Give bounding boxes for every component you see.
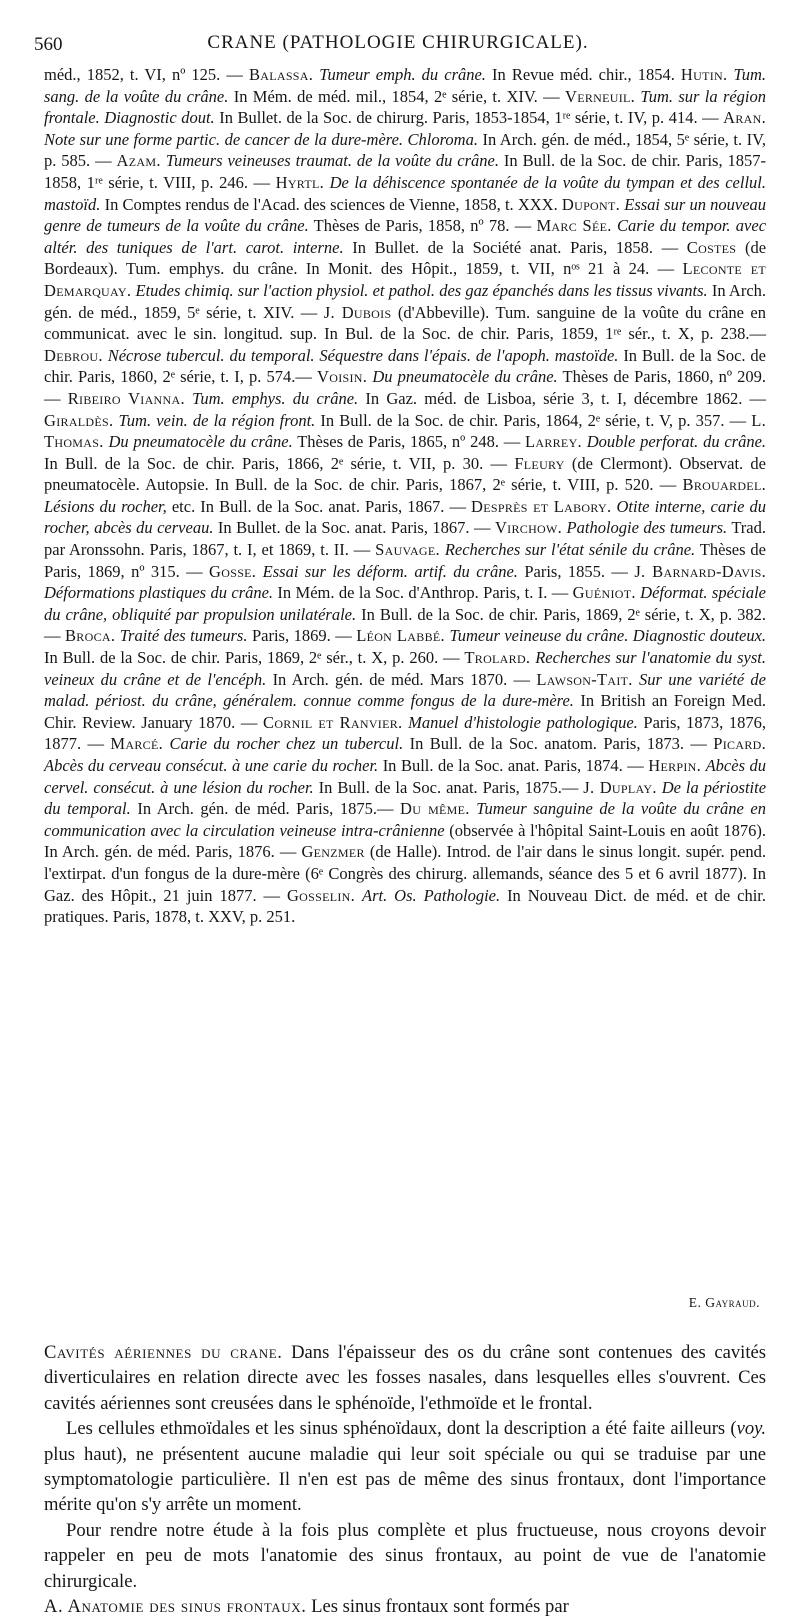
entry-author: Hutin. (680, 65, 728, 84)
entry-author: Marcé. (110, 734, 164, 754)
entry-title: Lésions du rocher, (44, 496, 167, 516)
entry-source: In Comptes rendus de l'Acad. des sciences de Vienne, 1858, t. XXX. (104, 194, 562, 214)
entry-source: In Bull. de la Soc. anat. Paris, 1874. — (382, 756, 649, 775)
entry-source: In Bull. de la Soc. de chir. Paris, 1860, 2ᵉ série, t. I, p. 574.— (44, 345, 766, 387)
entry-source: Thèses de Paris, 1860, nº 209. — (44, 367, 766, 408)
entry-source: In Bull. de la Soc. de chir. Paris, 1864, 2ᵉ série, t. V, p. 357. — (320, 410, 752, 430)
entry-source: In Bullet. de la Soc. anat. Paris, 1867. — (217, 518, 495, 538)
entry-source: (de Halle). Introd. de l'air dans le sinus longit. supér. pend. l'extirpat. d'un fongus de la dure-mère (6ᵉ Congrès des chirurg. allemands, séance des 5 et 6 avril 1877). In Gaz. des Hôpit., 21 juin 1877. — (44, 842, 767, 905)
main-text (44, 1340, 766, 1619)
entry-author: Giraldès. (44, 410, 114, 430)
entry-source: In Mém. de méd. mil., 1854, 2ᵉ série, t. XIV. — (233, 86, 565, 106)
entry-title: Abcès du cervel. consécut. à une lésion du rocher. (44, 756, 766, 797)
entry-author: Genzmer (301, 842, 365, 862)
entry-title: Abcès du cerveau consécut. à une carie du rocher. (44, 756, 379, 775)
entry-source: In Arch. gén. de méd., 1854, 5ᵉ série, t. IV, p. 585. — (44, 129, 767, 171)
entry-prefix: méd., 1852, t. VI, nº 125. — (44, 65, 249, 84)
entry-author: Azam. (116, 151, 161, 171)
entry-source: In Arch. gén. de méd., 1859, 5ᵉ série, t. XIV. — (44, 280, 767, 322)
entry-title: Carie du tempor. avec altér. des tuniques de l'art. carot. interne. (44, 216, 767, 257)
entry-source: In Bull. de la Soc. de chir. Paris, 1866, 2ᵉ série, t. VII, p. 30. — (44, 453, 515, 473)
paragraph-text: Dans l'épaisseur des os du crâne sont contenues des cavités diverticulaires en relation directe avec les fosses nasales, dans lesquelles elles s'ouvrent. Ces cavités aériennes sont creusées dans le sphénoïde, l'ethmoïde et le frontal. (44, 1342, 766, 1414)
entry-author: Fleury (514, 453, 565, 473)
entry-author: Aran. (723, 108, 767, 128)
entry-source: In Bullet. de la Société anat. Paris, 1858. — (352, 237, 687, 257)
entry-title: Tumeur sanguine de la voûte du crâne en communication avec la circulation veineuse intra-crânienne (44, 799, 766, 840)
entry-author: Herpin. (648, 756, 702, 775)
entry-title: Nécrose tubercul. du temporal. Séquestre dans l'épais. de l'apoph. mastoïde. (107, 345, 619, 365)
entry-title: De la périostite du temporal. (44, 777, 767, 819)
paragraph-emphasis: voy. (736, 1418, 766, 1440)
entry-source: In Arch. gén. de méd. Mars 1870. — (272, 669, 537, 689)
entry-author: Hyrtl. (275, 172, 325, 192)
entry-title: Essai sur un nouveau genre de tumeurs de la voûte du crâne. (44, 194, 767, 236)
bibliography-entry (44, 65, 681, 84)
entry-title: Traité des tumeurs. (119, 626, 248, 646)
entry-author: Leconte et Demarquay. (44, 259, 766, 300)
entry-title: De la déhiscence spontanée de la voûte du tympan et des cellul. mastoïd. (44, 172, 766, 214)
entry-title: Tum. sur la région frontale. Diagnostic dout. (44, 86, 767, 128)
entry-title: Etudes chimiq. sur l'action physiol. et pathol. des gaz épanchés dans les tissus vivants. (135, 280, 708, 300)
bibliography-entry (44, 411, 751, 430)
entry-title: Recherches sur l'anatomie du syst. veineux du crâne et de l'encéph. (44, 648, 766, 689)
bibliography-entry (65, 626, 356, 645)
entry-source: (d'Abbeville). Tum. sanguine de la voûte du crâne en communicat. avec le sin. longitud. sup. In Bul. de la Soc. de chir. Paris, 1859, 1ʳᵉ sér., t. X, p. 238.— (44, 302, 767, 344)
entry-title: Double perforat. du crâne. (586, 432, 767, 452)
entry-title: Note sur une forme partic. de cancer de la dure-mère. Chloroma. (44, 129, 478, 149)
entry-author: Debrou. (44, 345, 103, 365)
entry-author: Broca. (65, 626, 116, 646)
bibliography-entry (68, 389, 766, 408)
entry-title: Essai sur les déform. artif. du crâne. (262, 561, 518, 581)
entry-source: In Mém. de la Soc. d'Anthrop. Paris, t. I. — (277, 583, 573, 603)
entry-source: (de Clermont). Observat. de pneumatocèle. Autopsie. In Bull. de la Soc. de chir. Paris, 1867, 2ᵉ série, t. VIII, p. 520. (44, 453, 767, 495)
entry-author: Brouardel. (682, 475, 766, 495)
entry-source: Paris, 1873, 1876, 1877. — (44, 712, 767, 754)
paragraph-text: Les cellules ethmoïdales et les sinus sphénoïdaux, dont la description a été faite ailleurs ( (66, 1418, 737, 1440)
entry-title: Tum. sang. de la voûte du crâne. (44, 65, 767, 106)
paragraph-cavites (44, 1340, 766, 1416)
entry-author: Gosse. (209, 561, 257, 581)
entry-author: Sauvage. (375, 540, 440, 560)
entry-source: Thèses de Paris, 1869, nº 315. — (44, 540, 766, 581)
entry-source: etc. In Bull. de la Soc. anat. Paris, 1867. — (171, 496, 472, 516)
entry-title: Pathologie des tumeurs. (566, 518, 728, 538)
entry-title: Sur une variété de malad. périost. du crâne, généralem. connue comme fongus de la dure-mère. (44, 669, 766, 711)
paragraph-anatomie (44, 1594, 766, 1619)
entry-source: In Bullet. de la Soc. de chirurg. Paris, 1853-1854, 1ʳᵉ série, t. IV, p. 414. — (219, 108, 724, 128)
paragraph-text: Les sinus frontaux sont formés par (311, 1596, 569, 1618)
entry-source: In British an Foreign Med. Chir. Review. January 1870. — (44, 691, 766, 732)
entry-title: Manuel d'histologie pathologique. (408, 712, 638, 732)
entry-source: In Revue méd. chir., 1854. (492, 65, 681, 84)
entry-source: In Bull. de la Soc. anatom. Paris, 1873. — (409, 734, 714, 754)
entry-author: Gosselin. (286, 885, 356, 905)
entry-author: J. Duplay. (583, 777, 657, 797)
entry-author: Costes (686, 237, 737, 257)
paragraph-text: Pour rendre notre étude à la fois plus complète et plus fructueuse, nous croyons devoir rappeler en peu de mots l'anatomie des sinus frontaux, au point de vue de l'anatomie chirurgicale. (44, 1519, 766, 1592)
entry-author: Cornil et Ranvier. (263, 712, 403, 732)
entry-title: Du pneumatocèle du crâne. (372, 367, 558, 387)
entry-author: Du même. (400, 799, 470, 819)
entry-source: In Nouveau Dict. de méd. et de chir. pratiques. Paris, 1878, t. XXV, p. 251. (44, 885, 767, 927)
entry-title: Déformat. spéciale du crâne, obliquité par propulsion unilatérale. (44, 583, 766, 624)
entry-author: Desprès et Labory. (471, 496, 612, 516)
entry-author: Balassa. (248, 65, 314, 84)
entry-title: Tumeurs veineuses traumat. de la voûte du crâne. (165, 151, 499, 171)
entry-title: Otite interne, carie du rocher, abcès du cerveau. (44, 496, 766, 538)
entry-title: Tumeur veineuse du crâne. Diagnostic douteux. (449, 626, 767, 646)
entry-source: In Gaz. méd. de Lisboa, série 3, t. I, décembre 1862. — (365, 388, 767, 408)
entry-title: Art. Os. Pathologie. (362, 885, 501, 905)
entry-author: Picard. (713, 734, 767, 754)
entry-author: Lawson-Tait. (536, 669, 633, 689)
entry-source: In Arch. gén. de méd. Paris, 1875.— (137, 799, 401, 819)
entry-author: J. Dubois (323, 302, 392, 322)
entry-author: Virchow. (494, 518, 563, 538)
paragraph-etude (44, 1518, 766, 1594)
running-title: CRANE (PATHOLOGIE CHIRURGICALE). (207, 32, 589, 53)
entry-source: Trad. par Aronssohn. Paris, 1867, t. I, et 1869, t. II. — (44, 518, 767, 560)
entry-author: Guéniot. (572, 583, 636, 603)
entry-title: Tum. vein. de la région front. (118, 410, 316, 430)
entry-author: Trolard. (464, 648, 531, 668)
author-signature: E. Gayraud. (688, 1295, 760, 1310)
entry-source: In Bull. de la Soc. de chir. Paris, 1869, 2ᵉ série, t. X, p. 382. — (44, 604, 767, 646)
entry-title: Tumeur emph. du crâne. (319, 65, 486, 84)
entry-source: (observée à l'hôpital Saint-Louis en août 1876). In Arch. gén. de méd. Paris, 1876. — (44, 820, 766, 862)
entry-source: In Bull. de la Soc. de chir. Paris, 1869, 2ᵉ sér., t. X, p. 260. — (44, 648, 465, 668)
entry-source: In Bull. de la Soc. de chir. Paris, 1857-1858, 1ʳᵉ série, t. VIII, p. 246. — (44, 151, 767, 192)
entry-title: Carie du rocher chez un tubercul. (169, 734, 404, 754)
entry-author: Voisin. (317, 367, 368, 387)
page-header (34, 32, 762, 62)
entry-title: Tum. emphys. du crâne. (192, 388, 359, 408)
entry-source: Thèses de Paris, 1858, nº 78. — (313, 216, 537, 236)
entry-author: Larrey. (524, 432, 582, 452)
section-heading-cavites: Cavités aériennes du crane. (44, 1342, 283, 1363)
entry-source: Thèses de Paris, 1865, nº 248. — (297, 432, 525, 452)
entry-author: Verneuil. (564, 86, 636, 106)
bibliography-entry (209, 562, 634, 581)
entry-title: Du pneumatocèle du crâne. (108, 432, 293, 452)
entry-title: Recherches sur l'état sénile du crâne. (444, 540, 696, 560)
entry-source: In Bull. de la Soc. anat. Paris, 1875.— (318, 777, 584, 797)
entry-prefix: — (659, 475, 683, 495)
entry-author: Léon Labbé. (356, 626, 445, 646)
entry-source: (de Bordeaux). Tum. emphys. du crâne. In Monit. des Hôpit., 1859, t. VII, nᵒˢ 21 à 24. — (44, 237, 767, 279)
page-number: 560 (34, 34, 63, 55)
bibliography-entry (110, 734, 713, 753)
entry-source: Paris, 1855. — (524, 561, 635, 581)
paragraph-cellules (44, 1416, 766, 1518)
entry-source: Paris, 1869. — (251, 626, 357, 646)
paragraph-text: plus haut), ne présentent aucune maladie qui leur soit spéciale ou qui se traduise par une symptomatologie particulière. Il n'en est pas de même des sinus frontaux, dont l'importance mérite qu'on s'y arrête un moment. (44, 1443, 766, 1516)
bibliography-block (44, 64, 766, 928)
entry-title: Déformations plastiques du crâne. (44, 583, 274, 603)
entry-author: J. Barnard-Davis. (634, 561, 767, 581)
section-heading-anatomie: A. Anatomie des sinus frontaux. (44, 1596, 307, 1618)
entry-author: L. Thomas. (44, 410, 767, 452)
entry-author: Ribeiro Vianna. (67, 388, 185, 408)
entry-author: Dupont. (561, 194, 621, 214)
entry-author: Marc Sée. (536, 216, 612, 236)
